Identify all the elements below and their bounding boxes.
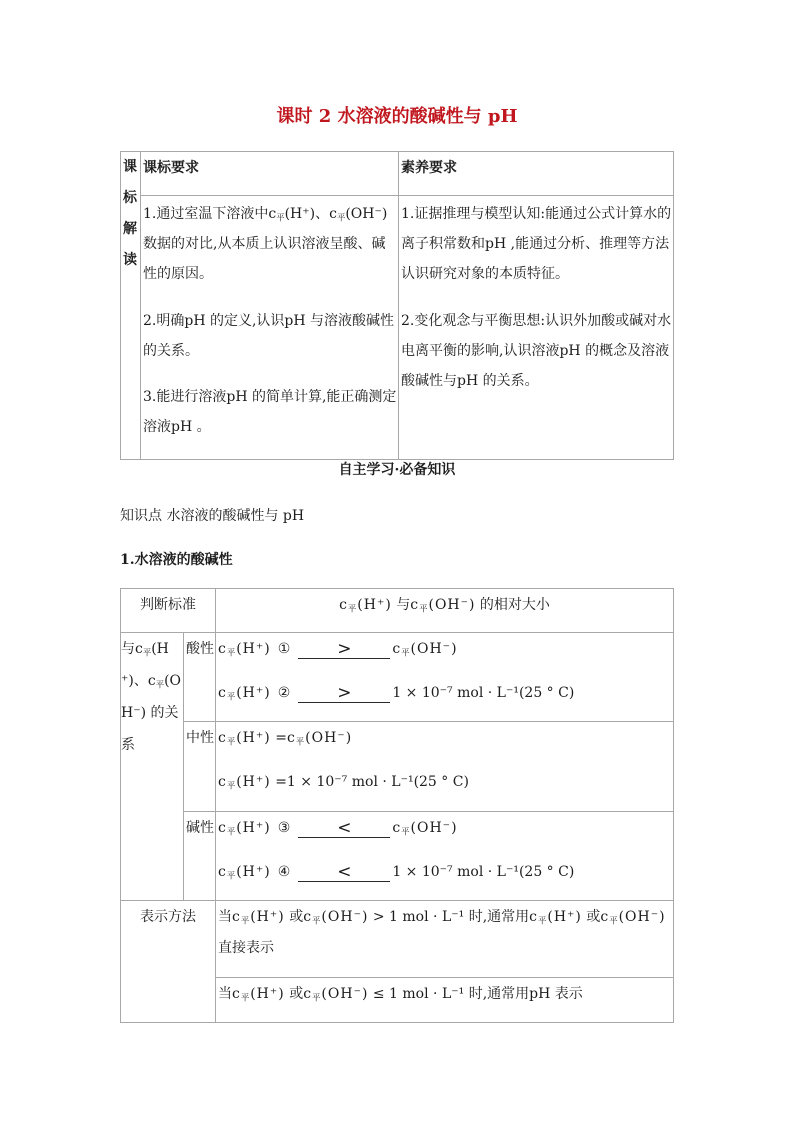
equilibrium-subscript: 平 bbox=[276, 212, 285, 223]
concentration-formula: $c_平(H^+)$ bbox=[529, 909, 582, 926]
knowledge-point: 知识点 水溶液的酸碱性与 pH bbox=[120, 508, 305, 524]
condition-line bbox=[218, 812, 673, 856]
equilibrium-subscript: 平 bbox=[240, 992, 251, 1003]
subheading: 1.水溶液的酸碱性 bbox=[120, 552, 233, 568]
blank-number: ② bbox=[277, 685, 291, 701]
method-row-1 bbox=[121, 901, 674, 978]
concentration-formula: $c_平(H^+)$ bbox=[121, 641, 169, 689]
equilibrium-subscript: 平 bbox=[401, 647, 411, 658]
formula-lhs bbox=[218, 864, 271, 880]
literacy-requirements-header: 素养要求 bbox=[399, 152, 674, 196]
lesson-title: 课时 2 水溶液的酸碱性与 pH bbox=[276, 106, 518, 127]
equilibrium-subscript: 平 bbox=[312, 915, 322, 926]
section-heading: 自主学习·必备知识 bbox=[338, 462, 456, 478]
standards-body-row bbox=[121, 196, 674, 460]
equilibrium-subscript: 平 bbox=[155, 679, 165, 690]
formula-rhs bbox=[392, 820, 457, 836]
relation-header: $c_平(H^+)$ 与$c_平(OH^-)$ 的相对大小 bbox=[216, 589, 674, 633]
acidic-row bbox=[121, 633, 674, 722]
equilibrium-subscript: 平 bbox=[401, 826, 411, 837]
concentration-formula: $c_平(H^+)$ bbox=[232, 909, 285, 926]
blank-number: ① bbox=[277, 641, 291, 657]
curriculum-requirement-item: 1.通过室温下溶液中$c_平(H^+)$、$c_平(OH^-)$数据的对比,从本质上认识溶液呈酸、碱性的原因。 bbox=[143, 206, 388, 282]
curriculum-requirements-header: 课标要求 bbox=[141, 152, 399, 196]
equilibrium-subscript: 平 bbox=[336, 212, 346, 223]
equilibrium-subscript: 平 bbox=[226, 691, 237, 702]
formula-rhs: 1 × 10⁻⁷ mol · L⁻¹(25 ° C) bbox=[392, 685, 575, 701]
method-text: 当$c_平(H^+)$ 或$c_平(OH^-) > 1$ mol · L⁻¹ 时,通常用$c_平(H^+)$ 或$c_平(OH^-)$直接表示 bbox=[216, 901, 674, 978]
acidic-label: 酸性 bbox=[184, 633, 216, 722]
condition-line: $c_平(H^+) =c_平(OH^-)$ bbox=[218, 730, 353, 747]
standards-header-row bbox=[121, 152, 674, 196]
blank-number: ④ bbox=[277, 864, 291, 880]
method-text: 当$c_平(H^+)$ 或$c_平(OH^-) \le 1$ mol · L⁻¹ 时,通常用pH 表示 bbox=[216, 978, 674, 1023]
condition-line bbox=[218, 856, 673, 900]
concentration-formula: $c_平(H^+)$ bbox=[232, 986, 285, 1003]
acidity-criteria-table bbox=[120, 588, 674, 1023]
equilibrium-subscript: 平 bbox=[226, 647, 237, 658]
neutral-conditions bbox=[216, 722, 674, 812]
concentration-formula: $c_平(OH^-)$ bbox=[303, 909, 369, 926]
method-label: 表示方法 bbox=[121, 901, 216, 1023]
concentration-formula: $c_平(OH^-)$ bbox=[600, 909, 666, 926]
concentration-formula: $c_平(H^+)$ bbox=[218, 641, 271, 658]
equilibrium-subscript: 平 bbox=[419, 603, 429, 614]
concentration-formula: $c_平(H^+)$ bbox=[218, 864, 271, 881]
basic-conditions bbox=[216, 812, 674, 901]
criterion-header: 判断标准 bbox=[121, 589, 216, 633]
formula-lhs bbox=[218, 820, 271, 836]
equilibrium-subscript: 平 bbox=[142, 647, 152, 658]
answer-blank: > bbox=[298, 640, 390, 659]
answer-blank: < bbox=[298, 863, 390, 882]
concentration-formula: $c_平(OH^-)$ bbox=[392, 641, 458, 658]
concentration-formula: $c_平(OH^-)$ bbox=[392, 820, 458, 837]
concentration-formula: $c_平(H^+)$ bbox=[268, 206, 316, 223]
basic-label: 碱性 bbox=[184, 812, 216, 901]
concentration-formula: $c_平(OH^-)$ bbox=[303, 986, 369, 1003]
curriculum-standards-table bbox=[120, 151, 674, 460]
formula-rhs bbox=[392, 641, 457, 657]
equilibrium-subscript: 平 bbox=[347, 603, 358, 614]
equilibrium-subscript: 平 bbox=[295, 736, 306, 747]
criteria-header-row bbox=[121, 589, 674, 633]
equilibrium-subscript: 平 bbox=[226, 736, 237, 747]
curriculum-requirements-cell bbox=[141, 196, 399, 460]
equilibrium-subscript: 平 bbox=[312, 992, 322, 1003]
acidic-conditions bbox=[216, 633, 674, 722]
concentration-formula: $c_平(OH^-)$ bbox=[329, 206, 388, 223]
condition-line: $c_平(H^+) =1 \times 10^{-7}$ mol · L⁻¹(25 ° C) bbox=[218, 774, 469, 791]
equilibrium-subscript: 平 bbox=[226, 780, 237, 791]
concentration-formula: $c_平(H^+)$ bbox=[218, 820, 271, 837]
neutral-label: 中性 bbox=[184, 722, 216, 812]
formula-rhs: 1 × 10⁻⁷ mol · L⁻¹(25 ° C) bbox=[392, 864, 575, 880]
condition-line bbox=[218, 633, 673, 677]
concentration-formula: $c_平(OH^-)$ bbox=[286, 730, 353, 747]
equilibrium-subscript: 平 bbox=[226, 870, 237, 881]
concentration-formula: $c_平(H^+)$ bbox=[218, 774, 271, 791]
basic-row bbox=[121, 812, 674, 901]
literacy-requirement-item: 2.变化观念与平衡思想:认识外加酸或碱对水电离平衡的影响,认识溶液pH 的概念及溶液酸碱性与pH 的关系。 bbox=[401, 312, 672, 389]
concentration-formula: $c_平(H^+)$ bbox=[218, 730, 271, 747]
formula-lhs bbox=[218, 685, 271, 701]
concentration-formula: $c_平(H^+)$ bbox=[339, 597, 392, 614]
answer-blank: < bbox=[298, 819, 390, 838]
concentration-formula: $c_平(OH^-)$ bbox=[121, 673, 182, 721]
relation-label: 与$c_平(H^+)$、$c_平(OH^-)$ 的关系 bbox=[121, 633, 184, 901]
equilibrium-subscript: 平 bbox=[609, 915, 619, 926]
curriculum-requirement-item: 3.能进行溶液pH 的简单计算,能正确测定溶液pH 。 bbox=[143, 389, 397, 435]
equilibrium-subscript: 平 bbox=[538, 915, 548, 926]
equilibrium-subscript: 平 bbox=[226, 826, 237, 837]
standards-side-label: 课标解读 bbox=[121, 152, 141, 460]
literacy-requirement-item: 1.证据推理与模型认知:能通过公式计算水的离子积常数和pH ,能通过分析、推理等方法认识研究对象的本质特征。 bbox=[401, 206, 672, 282]
blank-number: ③ bbox=[277, 820, 291, 836]
answer-blank: > bbox=[298, 684, 390, 703]
equilibrium-subscript: 平 bbox=[240, 915, 251, 926]
neutral-row bbox=[121, 722, 674, 812]
condition-line bbox=[218, 677, 673, 721]
concentration-formula: $c_平(H^+)$ bbox=[218, 685, 271, 702]
concentration-formula: $c_平(OH^-)$ bbox=[410, 597, 476, 614]
formula-lhs bbox=[218, 641, 271, 657]
curriculum-requirement-item: 2.明确pH 的定义,认识pH 与溶液酸碱性的关系。 bbox=[143, 312, 395, 359]
literacy-requirements-cell bbox=[399, 196, 674, 460]
